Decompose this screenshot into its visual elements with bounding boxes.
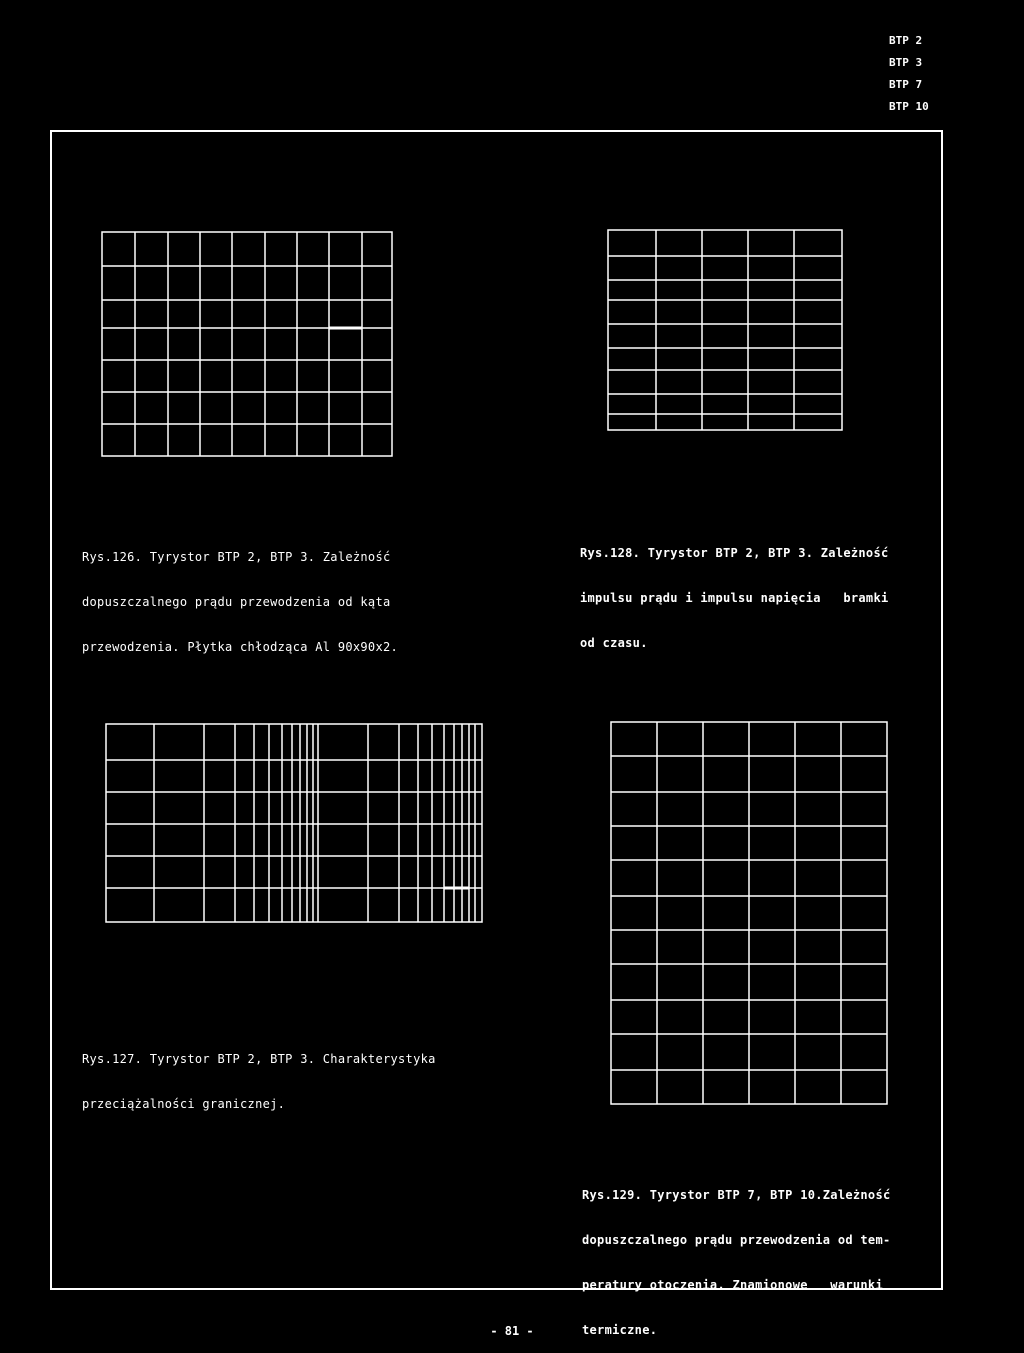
- device-code: BTP 3: [889, 56, 923, 69]
- caption-line: Rys.127. Tyrystor BTP 2, BTP 3. Charakterystyka: [82, 1052, 436, 1066]
- caption-line: Rys.126. Tyrystor BTP 2, BTP 3. Zależność: [82, 550, 391, 564]
- caption-line: Rys.129. Tyrystor BTP 7, BTP 10.Zależność: [582, 1188, 891, 1202]
- caption-line: Rys.128. Tyrystor BTP 2, BTP 3. Zależność: [580, 546, 889, 560]
- figure-126-grid: [100, 230, 396, 460]
- figure-128-caption: [580, 516, 889, 666]
- device-code: BTP 7: [889, 78, 923, 91]
- figure-127-grid: [104, 722, 486, 926]
- caption-line: impulsu prądu i impulsu napięcia bramki: [580, 591, 889, 605]
- page-number: - 81 -: [490, 1324, 534, 1338]
- caption-line: od czasu.: [580, 636, 648, 650]
- figure-129-grid: [609, 720, 891, 1108]
- figure-126-caption: [82, 520, 398, 670]
- device-codes: [889, 30, 1009, 118]
- caption-line: peratury otoczenia. Znamionowe warunki: [582, 1278, 883, 1292]
- caption-line: przewodzenia. Płytka chłodząca Al 90x90x2.: [82, 640, 399, 654]
- figure-127-caption: [82, 1022, 436, 1127]
- caption-line: dopuszczalnego prądu przewodzenia od kąta: [82, 595, 391, 609]
- caption-line: dopuszczalnego prądu przewodzenia od tem-: [582, 1233, 891, 1247]
- device-code: BTP 2: [889, 34, 923, 47]
- device-code: BTP 10: [889, 100, 929, 113]
- caption-line: termiczne.: [582, 1323, 658, 1337]
- figure-128-grid: [606, 228, 846, 434]
- caption-line: przeciążalności granicznej.: [82, 1097, 286, 1111]
